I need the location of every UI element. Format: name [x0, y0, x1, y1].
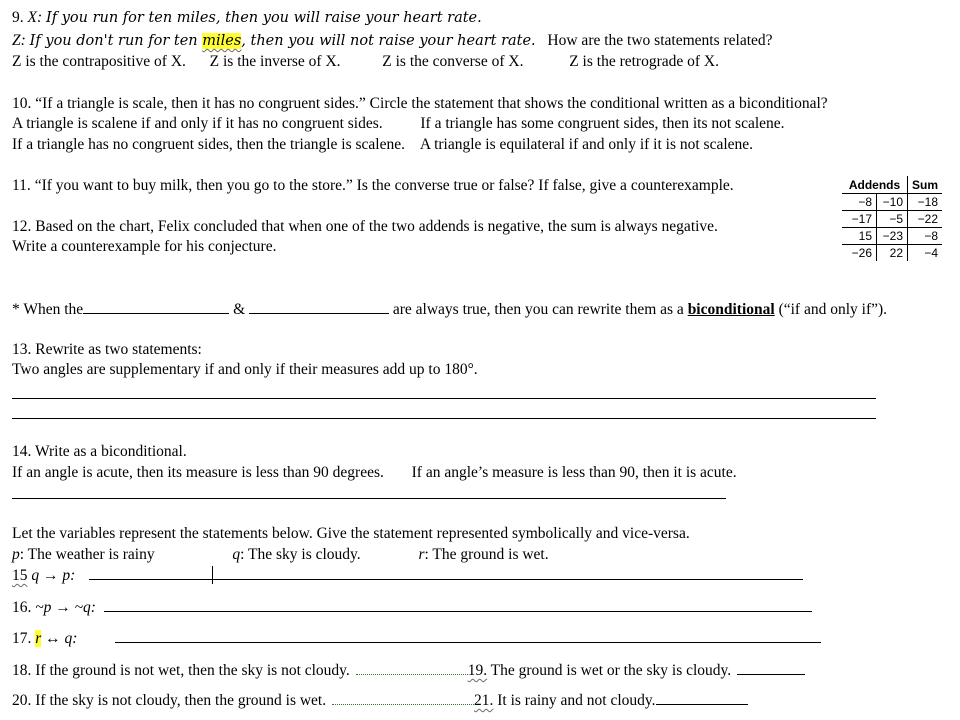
q12-text-2: Write a counterexample for his conjecture. [12, 238, 277, 255]
chart-header-addends: Addends [842, 176, 908, 194]
var-q-text: : The sky is cloudy. [240, 546, 361, 563]
q20-text: If the sky is not cloudy, then the ground is wet. [35, 692, 327, 709]
q16-expr: ~p → ~q: [35, 599, 96, 616]
chart-cell: −8 [842, 194, 877, 211]
chart-cell: −4 [908, 245, 943, 262]
q12-line-2 [12, 238, 276, 256]
var-p: p [12, 546, 20, 563]
q17-answer-blank[interactable] [115, 629, 821, 643]
chart-cell: −8 [908, 228, 943, 245]
q20-number: 20. [12, 692, 32, 709]
note-text-b: are always true, then you can rewrite them as a [392, 301, 684, 318]
q10-prompt-line [12, 95, 828, 113]
q21-text: It is rainy and not cloudy. [497, 692, 656, 709]
var-q: q [232, 546, 241, 563]
q15-answer-blank[interactable] [213, 566, 803, 580]
q12-line-1 [12, 218, 718, 236]
q17-var-highlight: r [35, 630, 42, 647]
note-keyword: biconditional [687, 301, 775, 318]
var-r-text: : The ground is wet. [424, 546, 549, 563]
chart-cell: −17 [842, 211, 877, 228]
q9-options [12, 53, 719, 71]
q9-option-a[interactable]: Z is the contrapositive of X. [12, 53, 186, 70]
chart-cell: −10 [877, 194, 908, 211]
q18-text: If the ground is not wet, then the sky is not cloudy. [35, 662, 350, 679]
q19-number: 19. [467, 662, 488, 679]
q17-line [12, 629, 821, 648]
q11-prompt: “If you want to buy milk, then you go to the store.” Is the converse true or false? If false, give a counterexample. [34, 177, 734, 194]
q15-expr: q → p: [31, 567, 76, 584]
q14-option-b[interactable]: If an angle’s measure is less than 90, then it is acute. [411, 464, 737, 481]
q9-x-line [12, 9, 482, 27]
var-r: r [418, 546, 425, 563]
note-text-a: When the [23, 301, 84, 318]
chart-row [842, 194, 942, 211]
q16-line [12, 598, 812, 617]
q13-statement: Two angles are supplementary if and only if their measures add up to 180°. [12, 361, 478, 378]
q9-x-label: X: [27, 9, 43, 26]
chart-cell: −5 [877, 211, 908, 228]
q13-prompt: Rewrite as two statements: [35, 341, 202, 358]
chart-cell: −22 [908, 211, 943, 228]
q12-number: 12. [12, 218, 32, 235]
q9-z-line [12, 32, 773, 50]
q9-number: 9. [12, 9, 24, 26]
q17-number: 17. [12, 630, 32, 647]
q18-answer-blank[interactable] [356, 661, 468, 675]
q9-option-b[interactable]: Z is the inverse of X. [209, 53, 341, 70]
q15-number: 15 [12, 567, 28, 584]
note-blank-2[interactable] [249, 300, 389, 314]
q10-option-d[interactable]: A triangle is equilateral if and only if it is not scalene. [419, 136, 754, 153]
q12-text-1: Based on the chart, Felix concluded that when one of the two addends is negative, the sum is always negative. [35, 218, 718, 235]
q14-number: 14. [12, 443, 32, 460]
q19-answer-blank[interactable] [737, 661, 805, 675]
chart-cell: 15 [842, 228, 877, 245]
q16-number: 16. [12, 599, 32, 616]
chart-cell: 22 [877, 245, 908, 262]
q9-option-c[interactable]: Z is the converse of X. [382, 53, 524, 70]
q9-question: How are the two statements related? [547, 32, 773, 49]
q9-option-d[interactable]: Z is the retrograde of X. [569, 53, 719, 70]
q21-answer-blank[interactable] [656, 691, 748, 705]
chart-cell: −18 [908, 194, 943, 211]
q15-line [12, 566, 803, 585]
chart-header-sum: Sum [908, 176, 943, 194]
q21-number: 21. [474, 692, 494, 709]
chart-row [842, 228, 942, 245]
note-star: * [12, 301, 20, 318]
note-ampersand: & [233, 301, 246, 318]
variables-definitions [12, 546, 549, 564]
q10-options-row-1 [12, 115, 785, 133]
q9-z-statement-b: , then you will not raise your heart rate. [241, 33, 536, 49]
q20-q21-line [12, 691, 748, 710]
q10-option-c[interactable]: If a triangle has no congruent sides, then the triangle is scalene. [12, 136, 405, 153]
chart-cell: −23 [877, 228, 908, 245]
q19-text: The ground is wet or the sky is cloudy. [490, 662, 732, 679]
q18-number: 18. [12, 662, 32, 679]
q14-answer-line[interactable] [12, 498, 726, 499]
q14-prompt-line [12, 443, 187, 461]
q9-z-label: Z: [12, 32, 26, 49]
q20-answer-blank[interactable] [332, 691, 474, 705]
q10-number: 10. [12, 95, 32, 112]
q14-options-line [12, 464, 737, 482]
biconditional-note [12, 300, 887, 319]
note-blank-1[interactable] [83, 300, 229, 314]
q10-option-b[interactable]: If a triangle has some congruent sides, then its not scalene. [420, 115, 785, 132]
q13-statement-line [12, 361, 478, 379]
note-text-c: (“if and only if”). [778, 301, 888, 318]
q10-options-row-2 [12, 136, 753, 154]
q13-answer-line-2[interactable] [12, 418, 876, 419]
q13-answer-line-1[interactable] [12, 398, 876, 399]
chart-row [842, 211, 942, 228]
q18-q19-line [12, 661, 805, 680]
q16-answer-blank[interactable] [104, 598, 812, 612]
q9-x-statement: If you run for ten miles, then you will raise your heart rate. [46, 10, 482, 26]
q15-blank-short[interactable] [89, 566, 213, 580]
q10-prompt: “If a triangle is scale, then it has no congruent sides.” Circle the statement that shows the conditional written as a biconditional? [35, 95, 828, 112]
q17-expr: ↔ q: [45, 630, 78, 647]
q9-z-statement-highlight: miles [202, 33, 242, 49]
q14-prompt: Write as a biconditional. [34, 443, 187, 460]
q10-option-a[interactable]: A triangle is scalene if and only if it has no congruent sides. [12, 115, 383, 132]
var-p-text: : The weather is rainy [19, 546, 155, 563]
q11-number: 11. [12, 177, 31, 194]
q13-number: 13. [12, 341, 32, 358]
q9-z-statement-a: If you don't run for ten [29, 33, 203, 49]
chart-row [842, 245, 942, 262]
q14-option-a[interactable]: If an angle is acute, then its measure is less than 90 degrees. [12, 464, 384, 481]
q13-prompt-line [12, 341, 202, 359]
variables-instructions: Let the variables represent the statements below. Give the statement represented symbolically and vice-versa. [12, 525, 690, 542]
addends-chart [842, 176, 942, 261]
chart-cell: −26 [842, 245, 877, 262]
q11-line [12, 177, 734, 195]
